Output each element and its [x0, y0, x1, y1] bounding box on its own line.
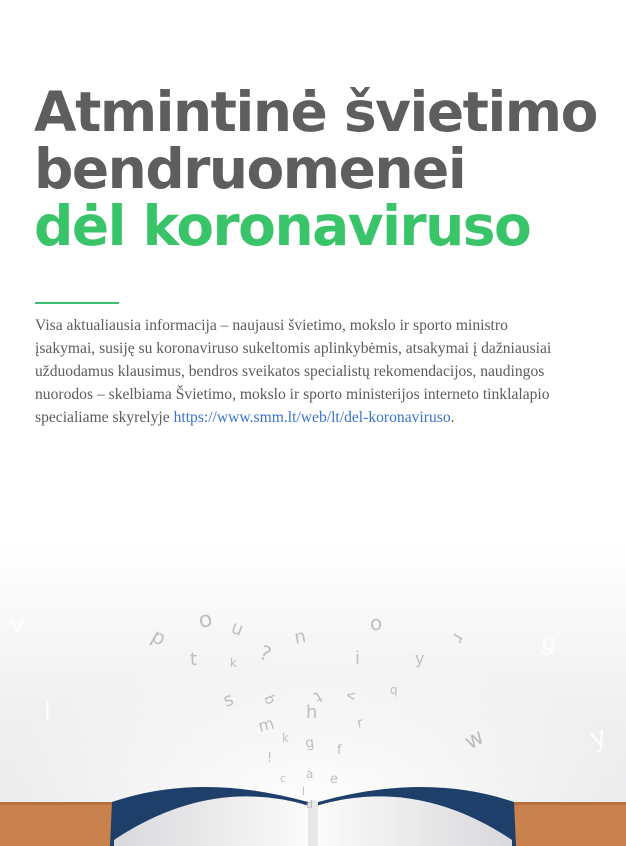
floating-letter: w — [460, 724, 489, 756]
floating-letter: u — [228, 616, 247, 641]
floating-letter: g — [303, 734, 316, 752]
floating-letter: t — [310, 687, 326, 708]
floating-letter: f — [337, 743, 342, 758]
floating-letter: y — [586, 721, 611, 755]
smm-link[interactable]: https://www.smm.lt/web/lt/del-koronaviruso — [173, 409, 451, 426]
floating-letter: c — [280, 772, 287, 785]
floating-letter: o — [370, 611, 383, 635]
floating-letter: p — [147, 623, 171, 651]
document-title — [34, 80, 597, 258]
floating-letter: y — [415, 649, 425, 668]
floating-letter: v — [342, 690, 360, 702]
floating-letter: ! — [267, 751, 273, 766]
floating-letter: g — [538, 626, 561, 658]
intro-text: Visa aktualiausia informacija – naujausi švietimo, mokslo ir sporto ministro įsakymai, susiję su koronaviruso sukeltomis aplinkybėmis, atsakymai į dažniausiai užduodamus klausimus, bendros sveikatos specialistų rekomendacijos, naudingos nuorodos – skelbiama Švietimo, mokslo ir sporto ministerijos interneto tinklalapio specialiame skyrelyje — [35, 317, 552, 426]
floating-letter: r — [446, 629, 469, 647]
floating-letter: o — [196, 606, 215, 634]
floating-letter: e — [330, 772, 338, 787]
floating-letter: d — [306, 798, 313, 811]
floating-letter: u — [292, 627, 308, 650]
floating-letter: l — [302, 785, 306, 798]
intro-end: . — [450, 409, 455, 426]
floating-letter: a — [306, 767, 314, 781]
floating-letter: r — [355, 715, 365, 732]
title-line-1: Atmintinė švietimo — [34, 80, 597, 144]
floating-letter: b — [260, 692, 279, 707]
green-divider — [35, 302, 119, 304]
floating-letter: q — [390, 683, 398, 697]
floating-letter: l — [44, 698, 51, 726]
floating-letter: k — [282, 731, 289, 745]
title-line-3-accent: dėl koronaviruso — [34, 194, 531, 258]
floating-letter: m — [256, 713, 277, 736]
floating-letter: ? — [256, 640, 275, 667]
floating-letter: k — [230, 656, 237, 670]
floating-letter: t — [190, 649, 198, 670]
floating-letter: v — [10, 610, 25, 638]
floating-letter: i — [355, 648, 361, 669]
title-line-2: bendruomenei — [34, 137, 466, 201]
floating-letter: h — [306, 702, 318, 723]
intro-paragraph — [35, 314, 570, 429]
floating-letter: s — [220, 688, 237, 712]
open-book-illustration — [0, 540, 626, 846]
book-scene-svg — [0, 540, 626, 846]
